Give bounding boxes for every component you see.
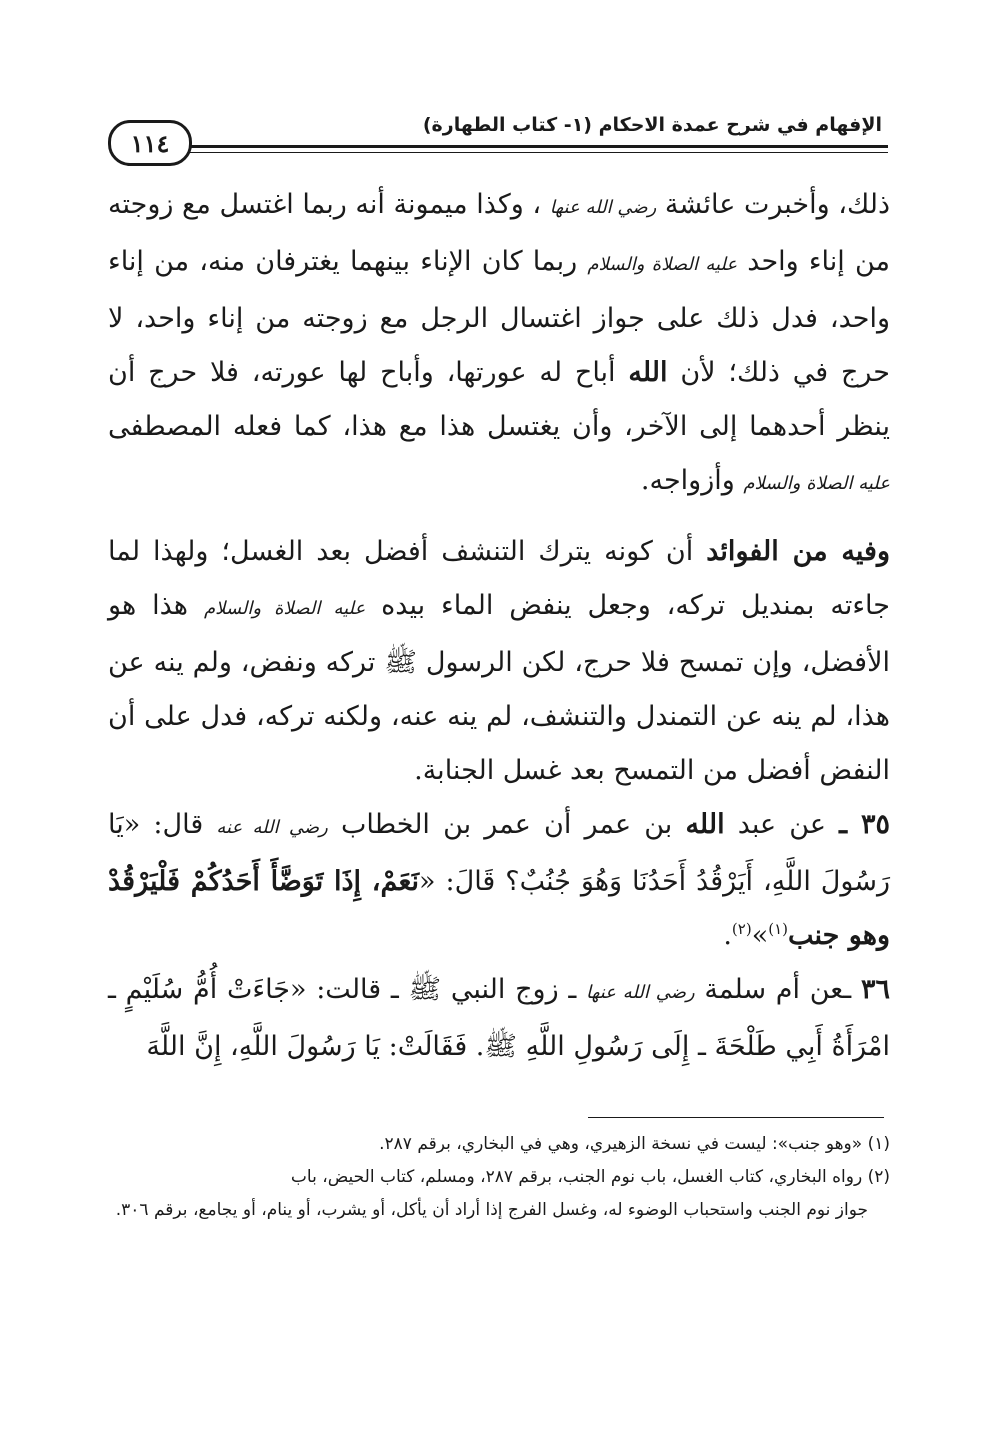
text-span: ـعن أم سلمة [704, 974, 852, 1005]
text-span: بن عمر أن عمر بن الخطاب [340, 809, 673, 840]
header-rule-thin [168, 152, 888, 153]
lead-phrase: وفيه من الفوائد [706, 536, 890, 567]
footnotes [108, 1128, 890, 1227]
footnote-2: (٢) رواه البخاري، كتاب الغسل، باب نوم الجنب، برقم ٢٨٧، ومسلم، كتاب الحيض، باب [290, 1167, 890, 1187]
text-span: » [751, 920, 769, 951]
honorific-ligature: عليه الصلاة والسلام [587, 254, 738, 275]
footnote-ref-1[interactable]: (١) [768, 920, 789, 938]
text-span: ذلك، وأخبرت عائشة [664, 189, 890, 220]
text-span: أباح له عورتها، وأباح لها عورته، فلا حرج أن ينظر أحدهما إلى الآخر، وأن يغتسل هذا مع هذا، كما فعله المصطفى [108, 357, 890, 442]
header-rule-thick [168, 145, 888, 148]
text-span: عن عبد [737, 809, 826, 840]
honorific-ligature: رضي الله عنها [549, 197, 657, 218]
text-span: هذا هو الأفضل، وإن تمسح فلا حرج، لكن الرسول [108, 590, 890, 678]
footnote-ref-2[interactable]: (٢) [731, 920, 752, 938]
hadith-number: ٣٥ ـ [839, 809, 890, 840]
text-span: وأزواجه. [640, 465, 735, 496]
hadith-number: ٣٦ [860, 974, 890, 1005]
honorific-ligature: رضي الله عنها [585, 982, 695, 1003]
divine-name: الله [628, 357, 668, 388]
text-span: . [723, 920, 732, 951]
text-span: . فَقَالَتْ: يَا رَسُولَ اللَّهِ، إِنَّ اللَّهَ [146, 1031, 485, 1062]
honorific-ligature: ﷺ [408, 974, 442, 1005]
footnote-2-continued: جواز نوم الجنب واستحباب الوضوء له، وغسل الفرج إذا أراد أن يأكل، أو يشرب، أو ينام، أو يجامع، برقم ٣٠٦. [115, 1200, 868, 1220]
running-title: الإفهام في شرح عمدة الاحكام (١- كتاب الطهارة) [422, 114, 882, 136]
divine-name: الله [685, 809, 725, 840]
honorific-ligature: ﷺ [384, 647, 417, 678]
text-span: ربما كان الإناء بينهما يغترفان منه، من إناء واحد، فدل ذلك على جواز اغتسال الرجل مع زوجته من إناء واحد، لا حرج في ذلك؛ لأن [108, 246, 890, 388]
text-span: أن كونه يترك التنشف أفضل بعد الغسل؛ ولهذا لما جاءته بمنديل تركه، وجعل ينفض الماء بيده [108, 536, 890, 621]
text-span: ـ قالت: «جَاءَتْ أُمُّ سُلَيْمٍ ـ امْرَأَةُ أَبِي طَلْحَةَ ـ إِلَى رَسُولِ اللَّهِ [108, 974, 890, 1062]
honorific-ligature: عليه الصلاة والسلام [203, 598, 366, 619]
honorific-ligature: عليه الصلاة والسلام [743, 473, 890, 494]
prophetic-speech: نَعَمْ، إِذَا تَوَضَّأَ أَحَدُكُمْ فَلْيَرْقُدْ وهو جنب [108, 866, 890, 951]
main-text [108, 178, 890, 1074]
text-span: تركه ونفض، ولم ينه عن هذا، لم ينه عن التمندل والتنشف، لم ينه عنه، ولكنه تركه، فدل على أن النفض أفضل من التمسح بعد غسل الجنابة. [108, 647, 890, 786]
text-span: قال: «يَا رَسُولَ اللَّهِ، أَيَرْقُدُ أَحَدُنَا وَهُوَ جُنُبٌ؟ قَالَ: « [108, 809, 891, 897]
honorific-ligature: رضي الله عنه [216, 817, 328, 838]
footnote-1: (١) «وهو جنب»: ليست في نسخة الزهيري، وهي في البخاري، برقم ٢٨٧. [379, 1134, 890, 1154]
footnote-separator [588, 1117, 884, 1118]
page-number: ١١٤ [108, 120, 192, 166]
hadith-36 [108, 963, 890, 1074]
text-span: ، وكذا ميمونة أنه ربما اغتسل مع زوجته من إناء واحد [108, 189, 890, 277]
paragraph-2 [108, 525, 890, 798]
page-header [108, 108, 888, 178]
hadith-35 [108, 798, 890, 963]
paragraph-1 [108, 178, 890, 511]
honorific-ligature: ﷺ [484, 1031, 518, 1062]
text-span: ـ زوج النبي [450, 974, 577, 1005]
